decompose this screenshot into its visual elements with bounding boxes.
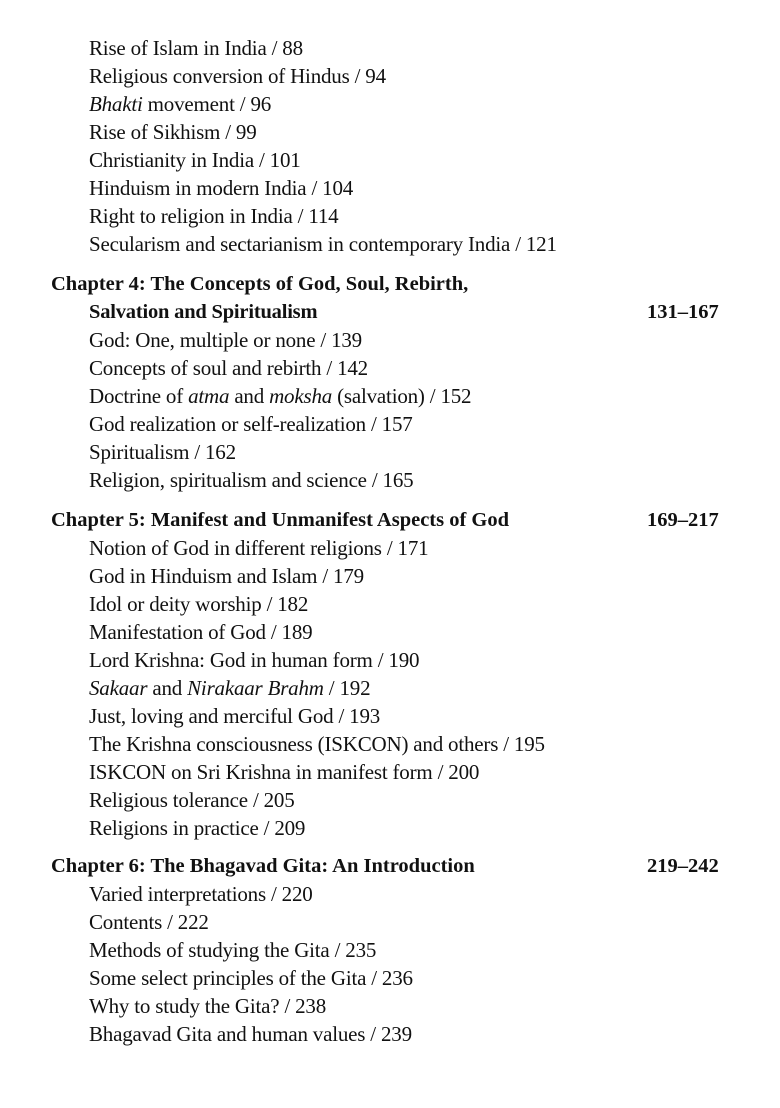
chapter-title: Chapter 6: The Bhagavad Gita: An Introduction [51, 855, 475, 877]
italic-term: Sakaar [89, 676, 148, 700]
toc-entry: Religious tolerance / 205 [89, 788, 295, 812]
toc-entry [89, 382, 471, 410]
toc-entry: Why to study the Gita? / 238 [89, 994, 327, 1018]
toc-entry: Methods of studying the Gita / 235 [89, 938, 377, 962]
toc-entry: Contents / 222 [89, 910, 209, 934]
toc-entry: Spiritualism / 162 [89, 440, 236, 464]
toc-entry: The Krishna consciousness (ISKCON) and others / 195 [89, 732, 545, 756]
toc-entry [89, 674, 370, 702]
chapter-page-range: 169–217 [647, 509, 719, 531]
italic-term: moksha [269, 384, 333, 408]
chapter-title: Chapter 4: The Concepts of God, Soul, Rebirth, [51, 273, 469, 295]
toc-entry: Concepts of soul and rebirth / 142 [89, 356, 368, 380]
toc-entry: Idol or deity worship / 182 [89, 592, 309, 616]
chapter-title: Chapter 5: Manifest and Unmanifest Aspects of God [51, 509, 510, 531]
toc-entry: Religious conversion of Hindus / 94 [89, 64, 386, 88]
toc-entry-text: / 192 [323, 676, 371, 700]
toc-entry: Just, loving and merciful God / 193 [89, 704, 381, 728]
toc-entry: Varied interpretations / 220 [89, 882, 313, 906]
toc-entry: Religions in practice / 209 [89, 816, 306, 840]
toc-entry: Hinduism in modern India / 104 [89, 176, 354, 200]
toc-entry: Some select principles of the Gita / 236 [89, 966, 413, 990]
chapter-page-range: 131–167 [647, 301, 719, 323]
italic-term: Nirakaar Brahm [187, 676, 324, 700]
toc-entry: God: One, multiple or none / 139 [89, 328, 362, 352]
toc-entry-text: and [229, 384, 270, 408]
toc-entry: Christianity in India / 101 [89, 148, 301, 172]
toc-entry-text: and [147, 676, 188, 700]
toc-entry: Notion of God in different religions / 171 [89, 536, 429, 560]
toc-entry-text: movement / 96 [142, 92, 272, 116]
toc-entry: Religion, spiritualism and science / 165 [89, 468, 414, 492]
toc-entry: ISKCON on Sri Krishna in manifest form / 200 [89, 760, 480, 784]
toc-entry: God in Hinduism and Islam / 179 [89, 564, 364, 588]
chapter-page-range: 219–242 [647, 855, 719, 877]
toc-entry: Bhagavad Gita and human values / 239 [89, 1022, 412, 1046]
toc-entry: Secularism and sectarianism in contemporary India / 121 [89, 232, 557, 256]
toc-entry: Right to religion in India / 114 [89, 204, 339, 228]
toc-entry: Rise of Sikhism / 99 [89, 120, 257, 144]
italic-term: Bhakti [89, 92, 143, 116]
toc-entry-text: (salvation) / 152 [332, 384, 472, 408]
toc-entry [89, 90, 271, 118]
chapter-title-continued: Salvation and Spiritualism [89, 301, 318, 323]
toc-entry-text: Doctrine of [89, 384, 189, 408]
toc-entry: Rise of Islam in India / 88 [89, 36, 303, 60]
toc-entry: Manifestation of God / 189 [89, 620, 313, 644]
italic-term: atma [188, 384, 230, 408]
toc-entry: Lord Krishna: God in human form / 190 [89, 648, 420, 672]
toc-entry: God realization or self-realization / 157 [89, 412, 413, 436]
